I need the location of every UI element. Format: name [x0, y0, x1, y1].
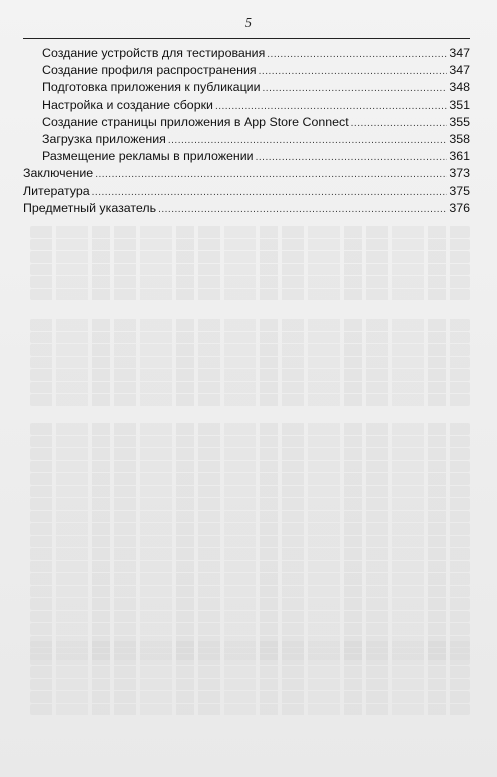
toc-entry-title: Создание профиля распространения	[42, 63, 257, 78]
toc-leader-dots	[95, 166, 447, 183]
header-rule	[23, 38, 470, 39]
toc-entry-page: 355	[449, 114, 470, 129]
toc-leader-dots	[256, 149, 448, 166]
toc-entry[interactable]	[23, 131, 470, 148]
toc-leader-dots	[158, 201, 447, 218]
toc-entry-page: 373	[449, 166, 470, 181]
toc-entry-title: Загрузка приложения	[42, 131, 166, 146]
toc-entry-title: Создание страницы приложения в App Store Connect	[42, 114, 349, 129]
toc-entry-title: Заключение	[23, 166, 94, 181]
bleed-through-texture	[30, 422, 470, 660]
toc-entry-title: Настройка и создание сборки	[42, 97, 213, 112]
toc-entry-page: 348	[449, 80, 470, 95]
toc-entry[interactable]	[23, 114, 470, 131]
toc-entry[interactable]	[23, 165, 470, 182]
toc-entry-title: Подготовка приложения к публикации	[42, 80, 261, 95]
page-number: 5	[245, 16, 252, 31]
toc-entry-page: 351	[449, 97, 470, 112]
toc-entry-page: 347	[449, 46, 470, 60]
toc-entry-page: 358	[449, 131, 470, 146]
toc-leader-dots	[215, 98, 447, 115]
toc-entry-title: Создание устройств для тестирования	[42, 46, 266, 60]
table-of-contents	[23, 45, 470, 217]
toc-leader-dots	[263, 80, 448, 97]
bleed-through-texture	[30, 318, 470, 406]
toc-entry[interactable]	[23, 97, 470, 114]
toc-entry-title: Размещение рекламы в приложении	[42, 149, 254, 164]
toc-entry[interactable]	[23, 45, 470, 62]
bleed-through-texture	[30, 640, 470, 715]
toc-leader-dots	[92, 184, 448, 201]
toc-entry-title: Предметный указатель	[23, 200, 157, 215]
toc-leader-dots	[351, 115, 448, 132]
toc-entry[interactable]	[23, 79, 470, 96]
toc-entry-page: 347	[449, 63, 470, 78]
toc-entry-title: Литература	[23, 183, 90, 198]
toc-leader-dots	[267, 46, 447, 63]
toc-entry[interactable]	[23, 183, 470, 200]
bleed-through-texture	[30, 225, 470, 300]
toc-entry-page: 376	[449, 200, 470, 215]
toc-entry[interactable]	[23, 62, 470, 79]
toc-leader-dots	[168, 132, 447, 149]
toc-entry-page: 375	[449, 183, 470, 198]
toc-entry[interactable]	[23, 200, 470, 217]
toc-entry[interactable]	[23, 148, 470, 165]
toc-entry-page: 361	[449, 149, 470, 164]
toc-leader-dots	[259, 63, 448, 80]
